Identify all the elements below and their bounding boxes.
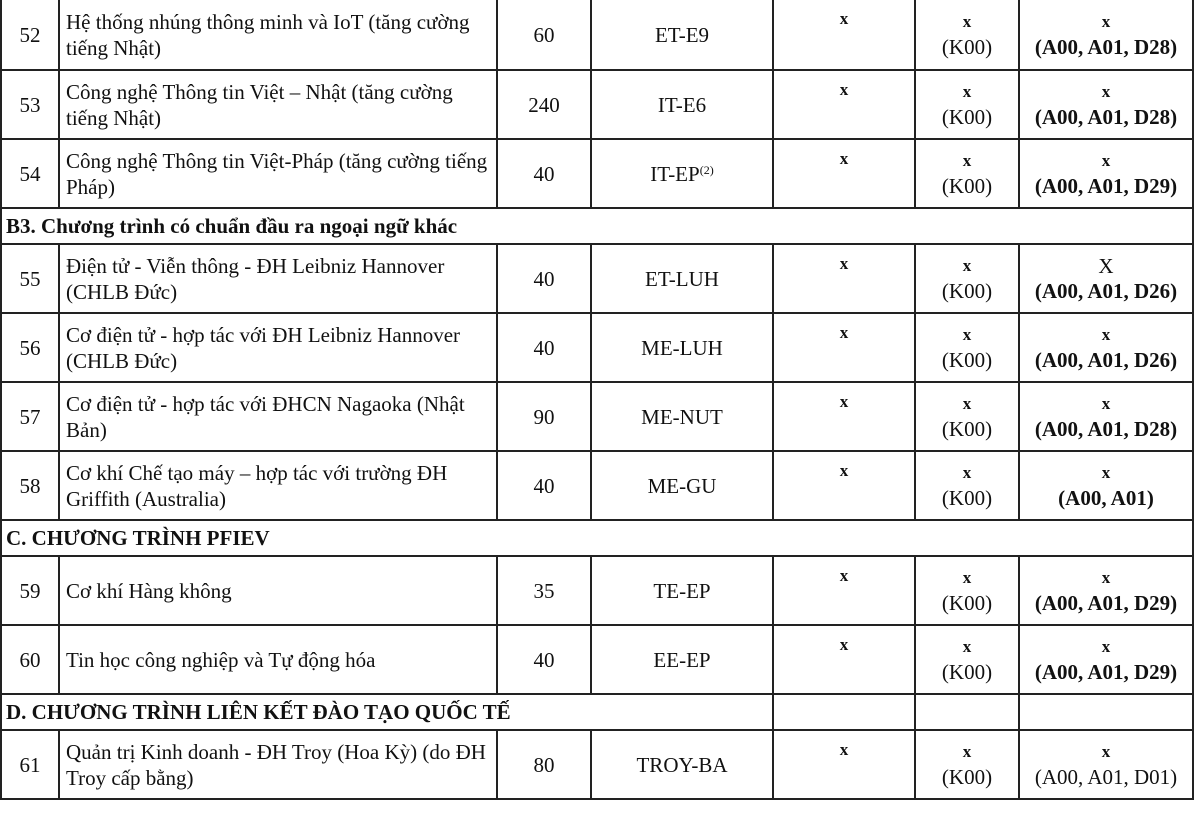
program-name: Công nghệ Thông tin Việt – Nhật (tăng cường tiếng Nhật) — [59, 70, 497, 139]
program-name: Cơ điện tử - hợp tác với ĐH Leibniz Hannover (CHLB Đức) — [59, 313, 497, 382]
quota: 35 — [497, 556, 591, 625]
quota: 40 — [497, 313, 591, 382]
program-name: Cơ khí Chế tạo máy – hợp tác với trường ĐH Griffith (Australia) — [59, 451, 497, 520]
method-3-cell: x (A00, A01, D28) — [1019, 0, 1193, 70]
method-2-cell: x (K00) — [915, 70, 1019, 139]
program-name: Cơ điện tử - hợp tác với ĐHCN Nagaoka (Nhật Bản) — [59, 382, 497, 451]
program-name: Tin học công nghiệp và Tự động hóa — [59, 625, 497, 694]
method-1-mark: x — [773, 313, 915, 382]
program-code: IT-E6 — [591, 70, 773, 139]
empty-cell — [1019, 694, 1193, 730]
method-3-cell: x (A00, A01, D29) — [1019, 625, 1193, 694]
method-3-cell: X (A00, A01, D26) — [1019, 244, 1193, 313]
program-name: Quản trị Kinh doanh - ĐH Troy (Hoa Kỳ) (do ĐH Troy cấp bằng) — [59, 730, 497, 799]
program-name: Điện tử - Viễn thông - ĐH Leibniz Hannover (CHLB Đức) — [59, 244, 497, 313]
row-number: 59 — [1, 556, 59, 625]
method-2-cell: x (K00) — [915, 0, 1019, 70]
program-code: ME-LUH — [591, 313, 773, 382]
method-3-cell: x (A00, A01, D28) — [1019, 382, 1193, 451]
quota: 40 — [497, 451, 591, 520]
empty-cell — [915, 694, 1019, 730]
program-code: ET-E9 — [591, 0, 773, 70]
program-name: Cơ khí Hàng không — [59, 556, 497, 625]
method-1-mark: x — [773, 0, 915, 70]
empty-cell — [773, 694, 915, 730]
row-number: 57 — [1, 382, 59, 451]
quota: 80 — [497, 730, 591, 799]
quota: 40 — [497, 244, 591, 313]
row-number: 58 — [1, 451, 59, 520]
method-1-mark: x — [773, 139, 915, 208]
program-code — [591, 139, 773, 208]
method-2-cell: x (K00) — [915, 556, 1019, 625]
program-code: ME-NUT — [591, 382, 773, 451]
method-1-mark: x — [773, 451, 915, 520]
method-2-cell: x (K00) — [915, 244, 1019, 313]
quota: 240 — [497, 70, 591, 139]
program-code: ET-LUH — [591, 244, 773, 313]
program-code: EE-EP — [591, 625, 773, 694]
quota: 40 — [497, 139, 591, 208]
quota: 40 — [497, 625, 591, 694]
row-number: 53 — [1, 70, 59, 139]
method-1-mark: x — [773, 625, 915, 694]
section-title: D. CHƯƠNG TRÌNH LIÊN KẾT ĐÀO TẠO QUỐC TẾ — [1, 694, 773, 730]
section-header-d — [1, 694, 1193, 730]
method-1-mark: x — [773, 730, 915, 799]
table-row — [1, 556, 1193, 625]
method-3-cell: x (A00, A01, D29) — [1019, 556, 1193, 625]
table-row — [1, 451, 1193, 520]
table-row — [1, 244, 1193, 313]
method-2-cell: x (K00) — [915, 139, 1019, 208]
quota: 90 — [497, 382, 591, 451]
row-number: 55 — [1, 244, 59, 313]
program-name: Hệ thống nhúng thông minh và IoT (tăng cường tiếng Nhật) — [59, 0, 497, 70]
method-1-mark: x — [773, 382, 915, 451]
method-1-mark: x — [773, 70, 915, 139]
method-2-cell: x (K00) — [915, 451, 1019, 520]
table-row — [1, 139, 1193, 208]
program-code: ME-GU — [591, 451, 773, 520]
section-title: B3. Chương trình có chuẩn đầu ra ngoại ngữ khác — [1, 208, 1193, 244]
method-3-cell: x (A00, A01, D01) — [1019, 730, 1193, 799]
program-code: TE-EP — [591, 556, 773, 625]
table-row — [1, 382, 1193, 451]
table-row — [1, 313, 1193, 382]
row-number: 60 — [1, 625, 59, 694]
method-2-cell: x (K00) — [915, 382, 1019, 451]
row-number: 61 — [1, 730, 59, 799]
section-title: C. CHƯƠNG TRÌNH PFIEV — [1, 520, 1193, 556]
method-1-mark: x — [773, 556, 915, 625]
footnote-marker: (2) — [699, 162, 714, 177]
table-row — [1, 730, 1193, 799]
method-1-mark: x — [773, 244, 915, 313]
method-3-cell: x (A00, A01) — [1019, 451, 1193, 520]
section-header-b3 — [1, 208, 1193, 244]
method-2-cell: x (K00) — [915, 730, 1019, 799]
table-row — [1, 0, 1193, 70]
row-number: 54 — [1, 139, 59, 208]
method-2-cell: x (K00) — [915, 625, 1019, 694]
program-code-text: IT-EP — [650, 161, 700, 186]
method-3-cell: x (A00, A01, D28) — [1019, 70, 1193, 139]
quota: 60 — [497, 0, 591, 70]
table-row — [1, 70, 1193, 139]
method-2-cell: x (K00) — [915, 313, 1019, 382]
table-row — [1, 625, 1193, 694]
row-number: 52 — [1, 0, 59, 70]
program-name: Công nghệ Thông tin Việt-Pháp (tăng cường tiếng Pháp) — [59, 139, 497, 208]
section-header-c — [1, 520, 1193, 556]
method-3-cell: x (A00, A01, D26) — [1019, 313, 1193, 382]
program-code: TROY-BA — [591, 730, 773, 799]
row-number: 56 — [1, 313, 59, 382]
method-3-cell: x (A00, A01, D29) — [1019, 139, 1193, 208]
